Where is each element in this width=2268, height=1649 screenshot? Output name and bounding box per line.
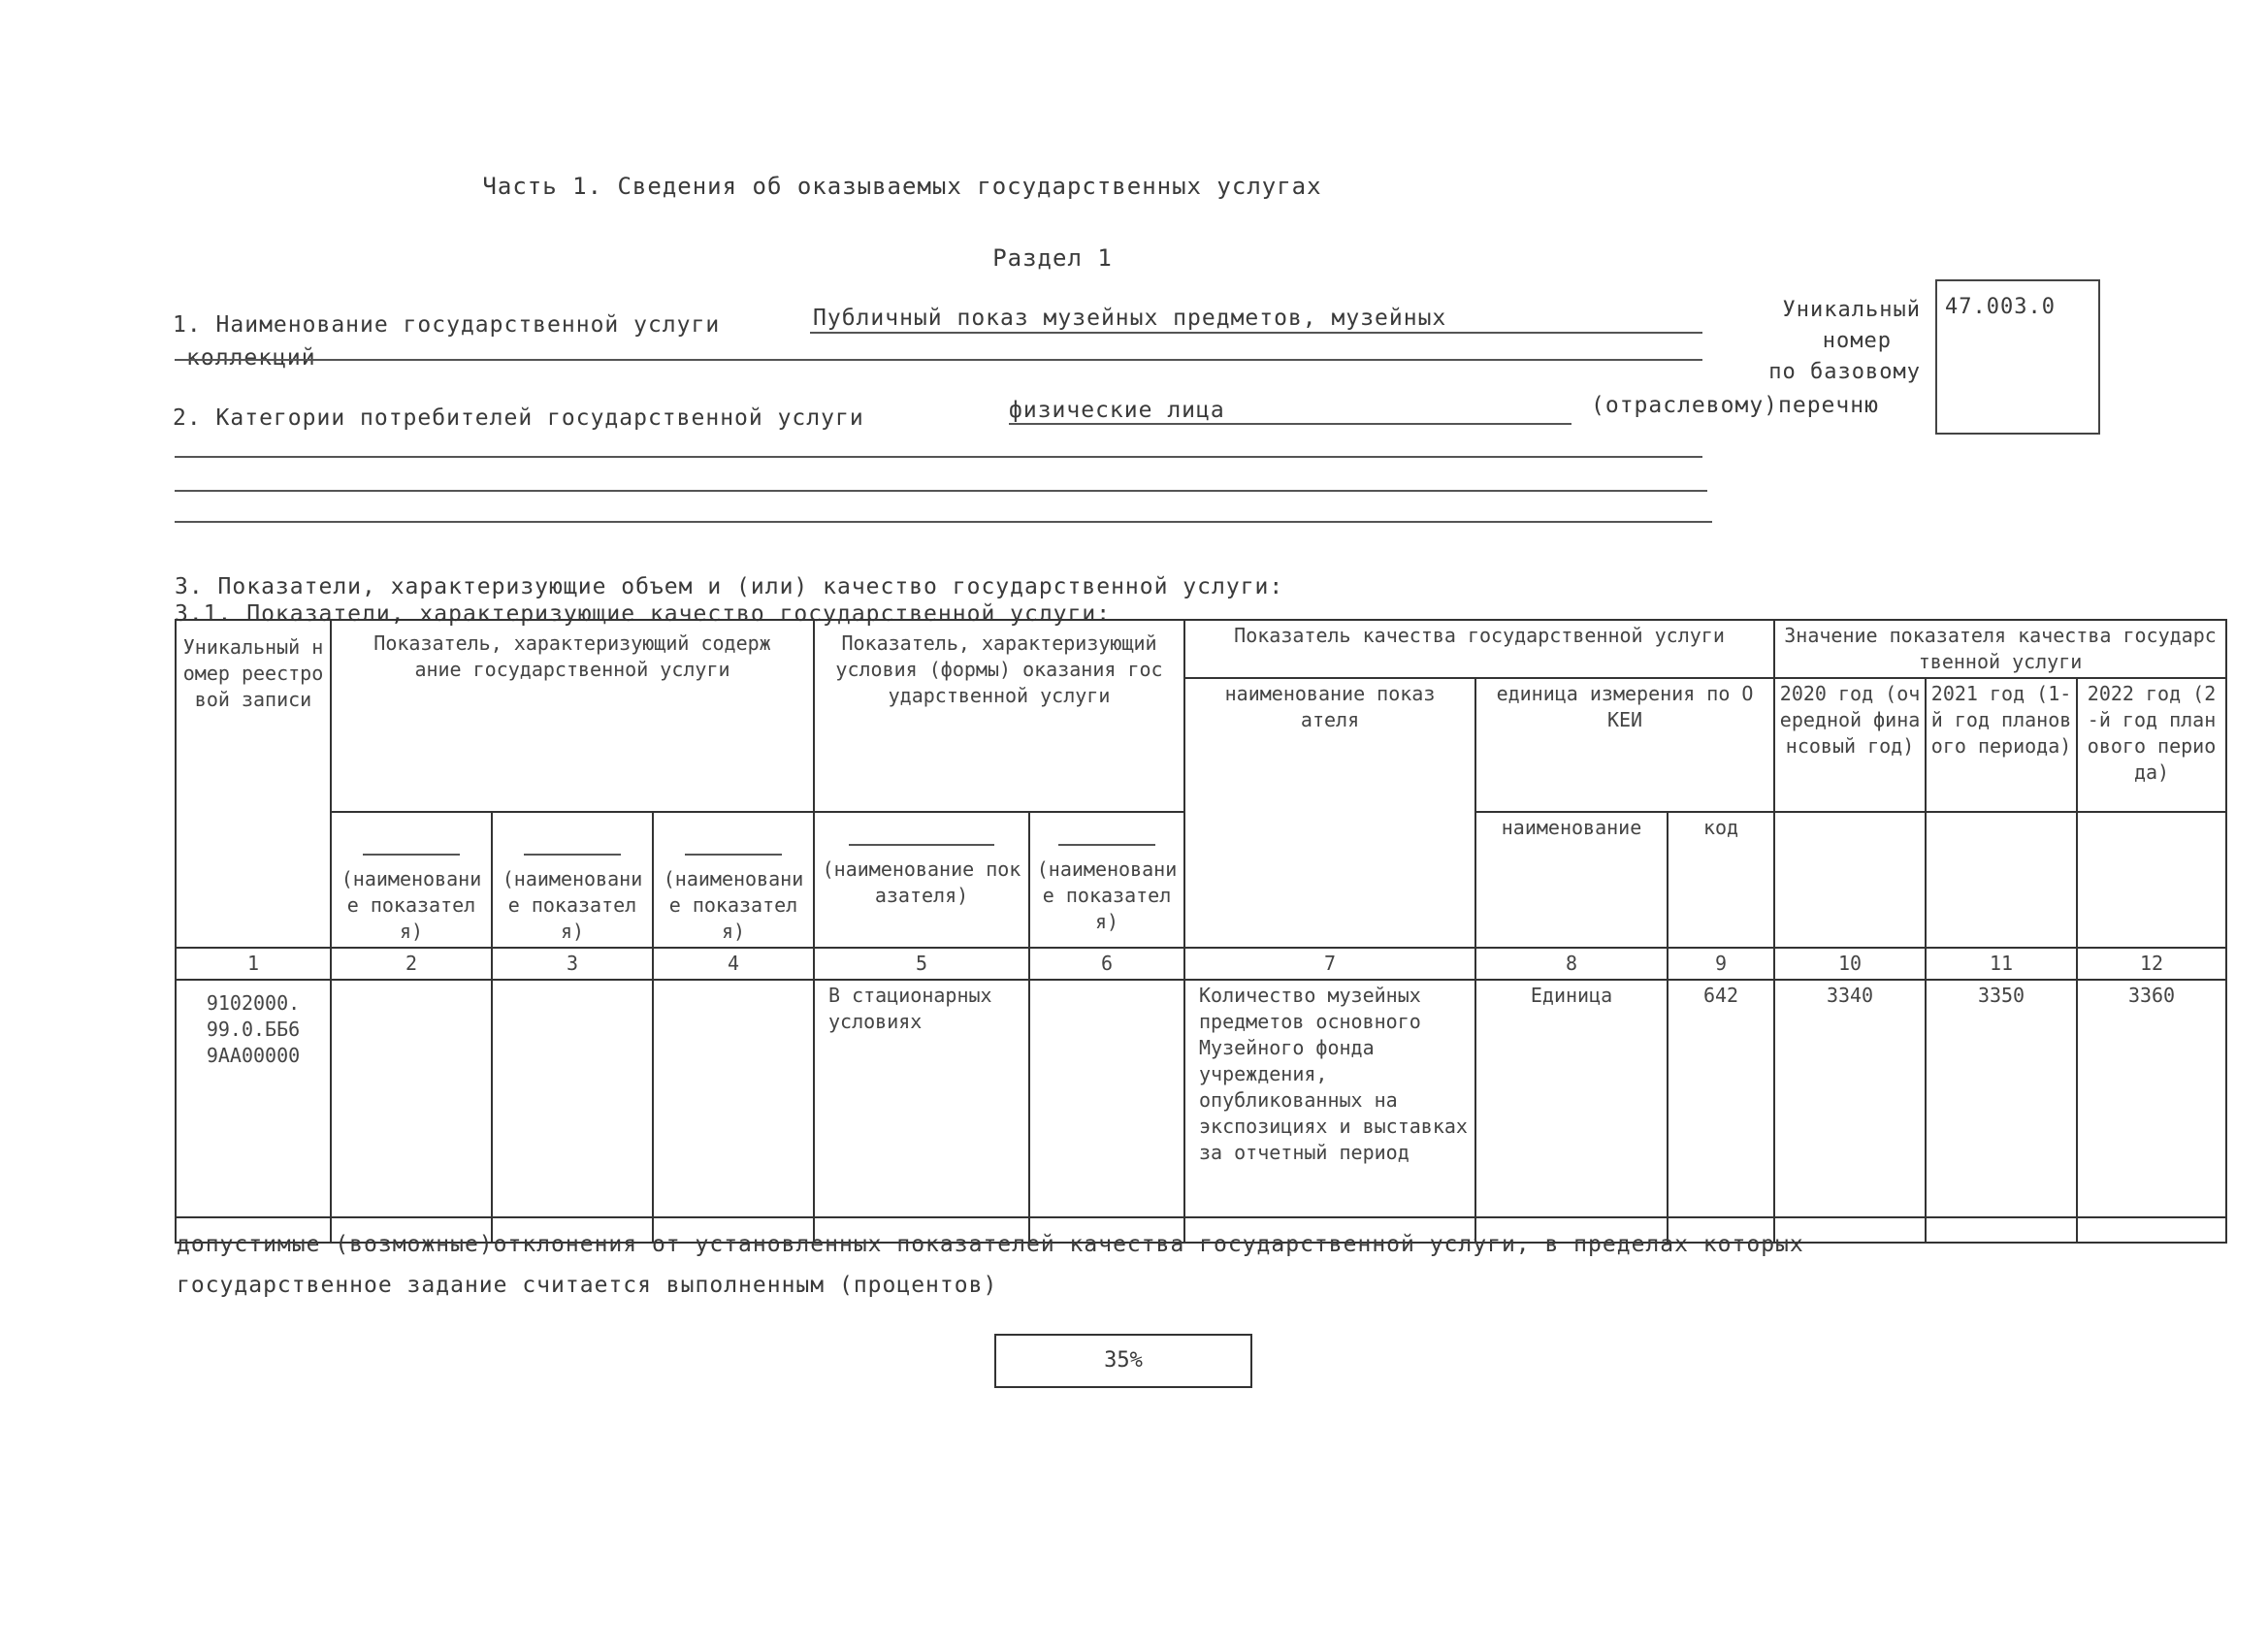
col-num-8: 8 [1475,948,1668,980]
header-sub-conditions-2 [1029,812,1184,948]
header-sub-content-1 [331,812,492,948]
col-num-10: 10 [1774,948,1926,980]
col-num-11: 11 [1926,948,2077,980]
header-unique-number: Уникальный номер реестровой записи [176,620,331,948]
row-unit-code: 642 [1668,980,1774,1217]
header-sub-conditions-1 [814,812,1029,948]
item1-underline1 [810,332,1702,334]
unique-number-label-line3: по базовому [1768,360,1921,384]
header-sub-content-3-text: (наименование показателя) [663,867,804,943]
blank-line-2 [175,490,1707,492]
header-empty-2020 [1774,812,1926,948]
blank-line-3 [175,521,1712,523]
unique-number-label-line2: номер [1822,329,1892,353]
col-num-4: 4 [653,948,814,980]
row-indicator-name: Количество музейных предметов основного Музейного фонда учреждения, опубликованных на экспозициях и выставках за отчетный период [1184,980,1475,1217]
unique-number-box: 47.003.0 [1935,279,2100,435]
header-unit-okei: единица измерения по ОКЕИ [1475,678,1774,812]
item1-value-line2: коллекций [186,345,316,371]
item2-underline [1009,423,1571,425]
empty-cell [2077,1217,2226,1243]
quality-indicators-table [175,619,2227,1244]
header-quality-value: Значение показателя качества государственной услуги [1774,620,2226,678]
row-content-2 [492,980,653,1217]
column-numbers-row [176,948,2226,980]
header-sub-content-2-text: (наименование показателя) [502,867,643,943]
header-sub-conditions-2-text: (наименование показателя) [1036,857,1178,933]
header-indicator-name: наименование показателя [1184,678,1475,948]
header-year-2021: 2021 год (1-й год планового периода) [1926,678,2077,812]
header-year-2022: 2022 год (2-й год планового периода) [2077,678,2226,812]
header-quality-indicator: Показатель качества государственной услуги [1184,620,1774,678]
col-num-1: 1 [176,948,331,980]
col-num-7: 7 [1184,948,1475,980]
item2-label: 2. Категории потребителей государственной услуги [173,405,864,431]
item2-value: физические лица [1009,398,1225,423]
header-sub-content-2 [492,812,653,948]
deviation-text-line2: государственное задание считается выполненным (процентов) [177,1273,998,1298]
row-value-2020: 3340 [1774,980,1926,1217]
row-content-3 [653,980,814,1217]
row-unique-number: 9102000.99.0.ББ69АА00000 [176,980,331,1217]
col-num-5: 5 [814,948,1029,980]
col-num-12: 12 [2077,948,2226,980]
row-value-2021: 3350 [1926,980,2077,1217]
unique-number-label-line1: Уникальный [1782,298,1921,322]
header-sub-conditions-1-text: (наименование показателя) [822,857,1021,907]
row-conditions-2 [1029,980,1184,1217]
item1-label: 1. Наименование государственной услуги [173,312,721,338]
blank-line-1 [175,456,1702,458]
section-title: Раздел 1 [992,244,1113,272]
row-conditions: В стационарных условиях [814,980,1029,1217]
header-empty-2022 [2077,812,2226,948]
part-title: Часть 1. Сведения об оказываемых государственных услугах [482,173,1322,200]
header-empty-2021 [1926,812,2077,948]
col-num-9: 9 [1668,948,1774,980]
header-year-2020: 2020 год (очередной финансовый год) [1774,678,1926,812]
header-unit-name: наименование [1475,812,1668,948]
row-unit-name: Единица [1475,980,1668,1217]
header-unit-code: код [1668,812,1774,948]
col-num-3: 3 [492,948,653,980]
col-num-2: 2 [331,948,492,980]
deviation-percent-box: 35% [994,1334,1252,1388]
item31-text: 3.1. Показатели, характеризующие качество государственной услуги: [175,601,1112,627]
row-value-2022: 3360 [2077,980,2226,1217]
header-content-indicator: Показатель, характеризующий содержание государственной услуги [331,620,814,812]
item1-value-line1: Публичный показ музейных предметов, музейных [813,306,1447,331]
header-conditions-indicator: Показатель, характеризующий условия (формы) оказания государственной услуги [814,620,1184,812]
header-sub-content-1-text: (наименование показателя) [340,867,482,943]
item1-underline2 [175,359,1702,361]
row-content-1 [331,980,492,1217]
col-num-6: 6 [1029,948,1184,980]
unique-number-label [1707,295,1921,388]
deviation-text-line1: допустимые (возможные)отклонения от установленных показателей качества государственной услуги, в пределах которых [177,1232,1804,1257]
item3-text: 3. Показатели, характеризующие объем и (или) качество государственной услуги: [175,574,1284,599]
header-sub-content-3 [653,812,814,948]
empty-cell [1926,1217,2077,1243]
unique-number-label-line4: (отраслевому)перечню [1591,393,1879,418]
table-row [176,980,2226,1217]
